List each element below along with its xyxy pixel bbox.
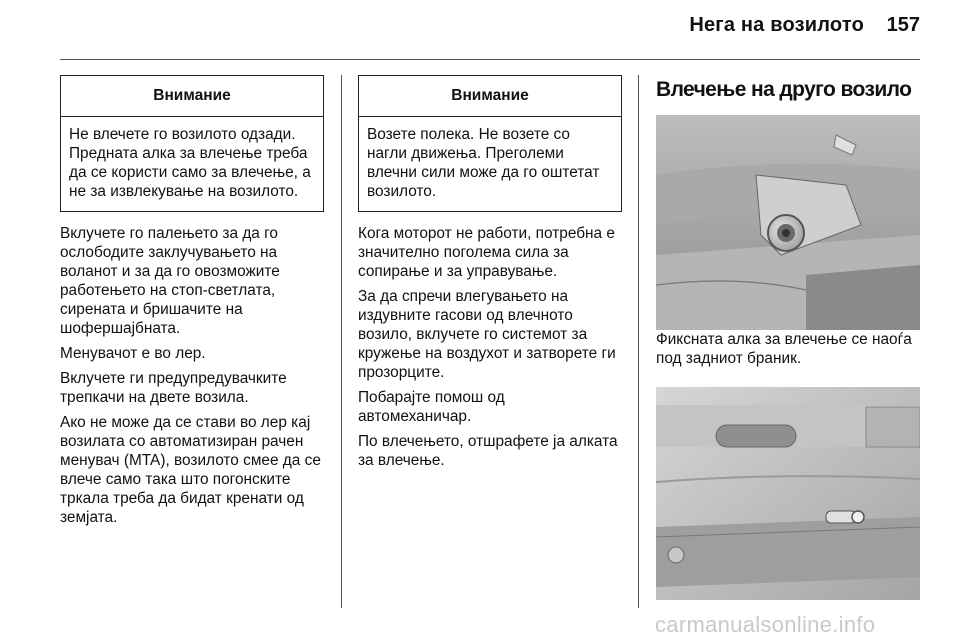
body-paragraph: Ако не може да се стави во лер кај возилата со автоматизиран рачен менувач (MTA), возилото смее да се влече само така што погонските тркала треба да бидат кренати од земјата. (60, 414, 321, 526)
warning-title: Внимание (61, 76, 323, 117)
rear-bumper-photo (656, 387, 920, 600)
body-paragraph: По влечењето, отшрафете ја алката за влечење. (358, 433, 618, 469)
body-paragraph: За да спречи влегувањето на издувните гасови од влечното возило, вклучете го системот за кружење на воздухот и затворете ги прозорците. (358, 288, 616, 381)
body-paragraph: Кога моторот не работи, потребна е значително поголема сила за сопирање и за управување. (358, 225, 615, 280)
photo-caption: Фиксната алка за влечење се наоѓа под задниот браник. (656, 331, 912, 367)
right-column (656, 75, 920, 600)
middle-column (358, 75, 622, 476)
column-divider (341, 75, 342, 608)
warning-text: Не влечете го возилото одзади. Предната алка за влечење треба да се користи само за влечење, а не за извлекување на возилото. (69, 126, 311, 200)
warning-title: Внимание (359, 76, 621, 117)
warning-box (358, 75, 622, 212)
left-column (60, 75, 324, 533)
body-paragraph: Побарајте помош од автомеханичар. (358, 389, 505, 425)
header-title: Нега на возилото (689, 14, 864, 36)
warning-text: Возете полека. Не возете со нагли движења. Преголеми влечни сили може да го оштетат возилото. (367, 126, 600, 200)
tow-eye-photo (656, 115, 920, 330)
body-paragraph: Вклучете го палењето за да го ослободите заклучувањето на воланот и за да го овозможите работењето на стоп-светлата, сирената и бришачите на шофершајбната. (60, 225, 280, 337)
header-rule (60, 59, 920, 60)
page-number: 157 (886, 14, 920, 36)
column-divider (638, 75, 639, 608)
section-heading: Влечење на друго возило (656, 78, 912, 101)
body-paragraph: Менувачот е во лер. (60, 345, 206, 362)
body-paragraph: Вклучете ги предупредувачките трепкачи на двете возила. (60, 370, 287, 406)
watermark: carmanualsonline.info (655, 612, 876, 637)
warning-box (60, 75, 324, 212)
